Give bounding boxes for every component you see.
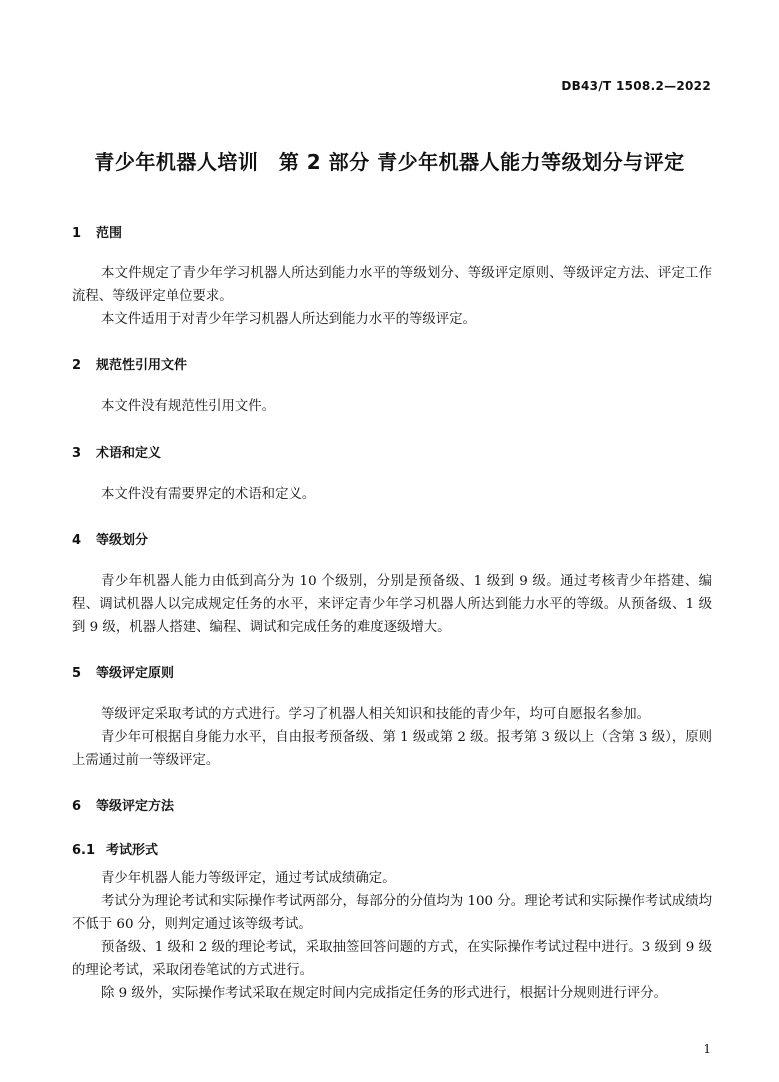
- standard-code: DB43/T 1508.2—2022: [561, 79, 711, 93]
- section-title: 等级评定原则: [96, 666, 175, 681]
- paragraph: 本文件没有规范性引用文件。: [101, 399, 276, 414]
- page-number: 1: [703, 1042, 711, 1056]
- section-heading-evaluation-principles: [72, 662, 174, 681]
- subsection-heading-exam-form: [72, 839, 158, 858]
- section-heading-evaluation-methods: [72, 795, 174, 814]
- document-title: 青少年机器人培训 第 2 部分 青少年机器人能力等级划分与评定: [94, 150, 685, 174]
- paragraph: 青少年可根据自身能力水平，自由报考预备级、第 1 级或第 2 级。报考第 3 级以上（含第 3 级），原则上需通过前一等级评定。: [72, 730, 712, 768]
- section-title: 等级评定方法: [96, 799, 175, 814]
- paragraph: 本文件规定了青少年学习机器人所达到能力水平的等级划分、等级评定原则、等级评定方法、评定工作流程、等级评定单位要求。: [72, 266, 712, 304]
- paragraph: 青少年机器人能力等级评定，通过考试成绩确定。: [101, 871, 396, 886]
- paragraph: 青少年机器人能力由低到高分为 10 个级别，分别是预备级、1 级到 9 级。通过考核青少年搭建、编程、调试机器人以完成规定任务的水平，来评定青少年学习机器人所达到能力水平的等级。从预备级、1 级到 9 级，机器人搭建、编程、调试和完成任务的难度逐级增大。: [72, 574, 712, 635]
- section-number: 3: [72, 446, 82, 461]
- paragraph: 预备级、1 级和 2 级的理论考试，采取抽签回答问题的方式，在实际操作考试过程中进行。3 级到 9 级的理论考试，采取闭卷笔试的方式进行。: [72, 940, 712, 978]
- paragraph: 除 9 级外，实际操作考试采取在规定时间内完成指定任务的形式进行，根据计分规则进行评分。: [101, 986, 668, 1001]
- paragraph: 考试分为理论考试和实际操作考试两部分，每部分的分值均为 100 分。理论考试和实际操作考试成绩均不低于 60 分，则判定通过该等级考试。: [72, 894, 712, 932]
- section-title: 规范性引用文件: [96, 358, 188, 373]
- paragraph: 等级评定采取考试的方式进行。学习了机器人相关知识和技能的青少年，均可自愿报名参加。: [101, 707, 651, 722]
- section-number: 5: [72, 666, 82, 681]
- section-heading-normative-references: [72, 354, 187, 373]
- paragraph: 本文件适用于对青少年学习机器人所达到能力水平的等级评定。: [101, 312, 476, 327]
- section-number: 2: [72, 358, 82, 373]
- section-heading-terms: [72, 442, 161, 461]
- section-title: 等级划分: [96, 533, 149, 548]
- section-title: 考试形式: [106, 843, 159, 858]
- section-number: 1: [72, 226, 82, 241]
- paragraph: 本文件没有需要界定的术语和定义。: [101, 487, 316, 502]
- section-number: 6.1: [72, 843, 96, 858]
- section-heading-scope: [72, 222, 122, 241]
- section-title: 范围: [96, 226, 123, 241]
- section-title: 术语和定义: [96, 446, 162, 461]
- section-heading-level-division: [72, 529, 148, 548]
- section-number: 6: [72, 799, 82, 814]
- section-number: 4: [72, 533, 82, 548]
